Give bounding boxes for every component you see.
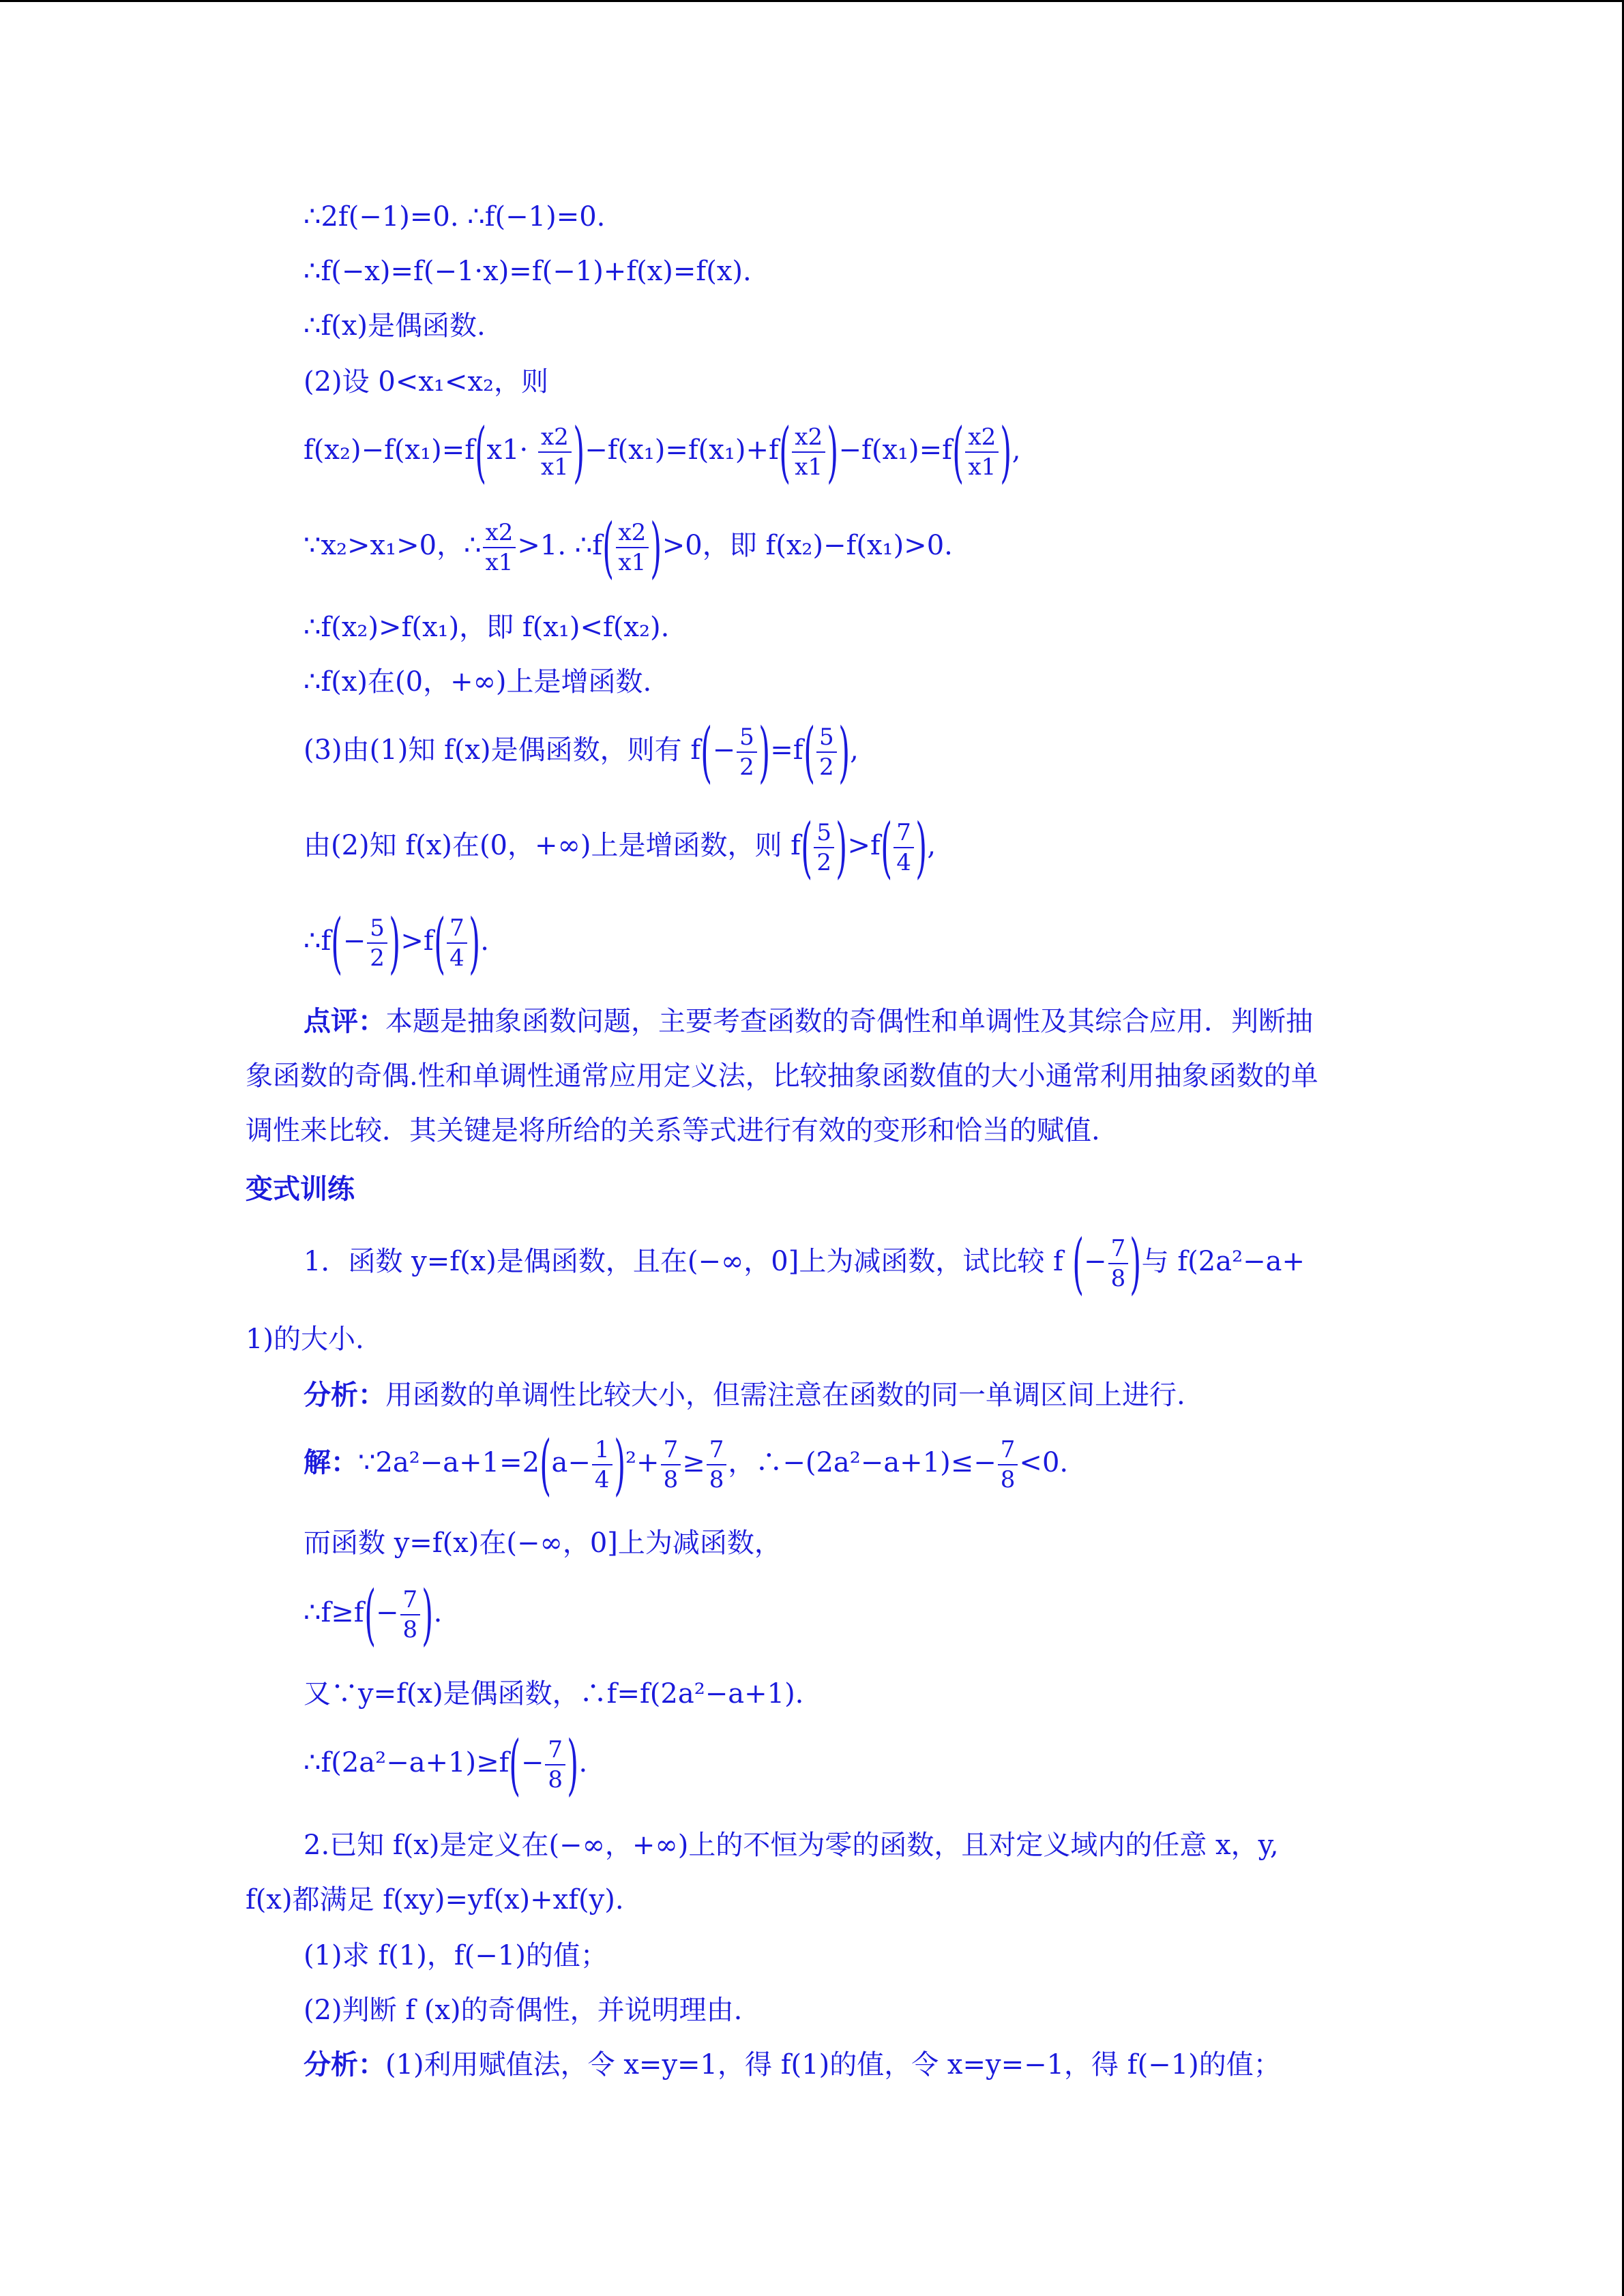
proof-line-4: (2)设 0<x₁<x₂，则 xyxy=(304,366,549,398)
denominator: 4 xyxy=(594,1466,610,1493)
fraction xyxy=(592,1438,612,1491)
paren-close: ) xyxy=(613,1427,625,1503)
numerator: x2 xyxy=(965,426,999,453)
minus-sign: − xyxy=(1084,1246,1107,1277)
fraction xyxy=(1108,1237,1129,1290)
numerator: x2 xyxy=(792,426,825,453)
ex1-line-1 xyxy=(304,1225,1305,1302)
fraction xyxy=(814,821,834,874)
solution-label: 解： xyxy=(304,1446,358,1478)
text-segment: 由(2)知 f(x)在(0，+∞)上是增函数，则 f xyxy=(304,830,801,861)
paren-close: ) xyxy=(915,809,928,886)
fraction xyxy=(661,1438,681,1491)
text-segment: . xyxy=(433,1597,443,1628)
text-segment: , xyxy=(927,830,936,861)
paren-open: ( xyxy=(803,714,815,790)
paren-open: ( xyxy=(602,509,615,586)
page-top-border xyxy=(0,0,1624,2)
proof-line-2: ∴f(−x)=f(−1·x)=f(−1)+f(x)=f(x). xyxy=(304,256,752,287)
fraction xyxy=(545,1738,565,1791)
denominator: 8 xyxy=(1110,1265,1126,1292)
fraction xyxy=(400,1588,421,1641)
denominator: x1 xyxy=(968,453,996,481)
minus-sign: − xyxy=(520,1747,544,1778)
text-segment: <0. xyxy=(1019,1447,1069,1478)
numerator: 7 xyxy=(447,916,467,944)
ex1-solution-4: 又∵y=f(x)是偶函数，∴f=f(2a²−a+1). xyxy=(304,1678,804,1710)
paren-open: ( xyxy=(540,1427,552,1503)
text-segment: a− xyxy=(551,1447,591,1478)
fraction xyxy=(792,423,825,481)
ex1-solution-5 xyxy=(304,1727,588,1803)
text-segment: . xyxy=(480,925,489,957)
ex1-solution-3 xyxy=(304,1577,443,1653)
paren-open: ( xyxy=(700,714,713,790)
text-segment: −f(x₁)=f xyxy=(838,434,952,466)
numerator: 1 xyxy=(592,1438,612,1465)
text-segment: −f(x₁)=f(x₁)+f xyxy=(585,434,779,466)
text-segment: ²+ xyxy=(625,1447,660,1478)
denominator: 8 xyxy=(663,1466,679,1493)
text-segment: , xyxy=(1012,434,1021,466)
comment-label: 点评： xyxy=(304,1005,385,1037)
proof-line-8: ∴f(x)在(0，+∞)上是增函数. xyxy=(304,666,652,698)
text-segment: ∵2a²−a+1=2 xyxy=(358,1447,540,1478)
ex2-question-2: (2)判断 f (x)的奇偶性，并说明理由. xyxy=(304,1995,743,2026)
denominator: x1 xyxy=(540,453,569,481)
fraction xyxy=(707,1438,727,1491)
numerator: x2 xyxy=(616,521,649,548)
numerator: 7 xyxy=(894,821,914,848)
paren-close: ) xyxy=(650,509,662,586)
numerator: x2 xyxy=(483,521,516,548)
fraction xyxy=(367,916,387,970)
numerator: 5 xyxy=(814,821,834,848)
fraction xyxy=(616,521,649,574)
ex1-analysis xyxy=(304,1379,1185,1411)
paren-close: ) xyxy=(422,1577,434,1653)
numerator: 7 xyxy=(1108,1237,1129,1264)
minus-sign: − xyxy=(712,734,736,766)
analysis-text: 用函数的单调性比较大小，但需注意在函数的同一单调区间上进行. xyxy=(385,1380,1185,1411)
denominator: 2 xyxy=(370,944,385,972)
ex2-analysis xyxy=(304,2048,1281,2081)
paren-open: ( xyxy=(1072,1225,1084,1302)
paren-open: ( xyxy=(475,414,487,490)
paren-close: ) xyxy=(836,809,848,886)
paren-open: ( xyxy=(331,905,343,981)
ex2-line-1: 2.已知 f(x)是定义在(−∞，+∞)上的不恒为零的函数，且对定义域内的任意 x，y, xyxy=(304,1830,1279,1861)
paren-close: ) xyxy=(573,414,585,490)
paren-open: ( xyxy=(801,809,813,886)
paren-close: ) xyxy=(1130,1225,1142,1302)
denominator: 2 xyxy=(818,754,834,781)
ex2-question-1: (1)求 f(1)，f(−1)的值； xyxy=(304,1940,608,1971)
fraction xyxy=(894,821,914,874)
text-segment: ∴f≥f xyxy=(304,1597,364,1628)
numerator: 5 xyxy=(816,726,837,753)
ex2-line-2: f(x)都满足 f(xy)=yf(x)+xf(y). xyxy=(246,1884,624,1915)
comment-line-3: 调性来比较．其关键是将所给的关系等式进行有效的变形和恰当的赋值. xyxy=(246,1115,1100,1146)
denominator: 8 xyxy=(709,1466,724,1493)
analysis-label: 分析： xyxy=(304,1379,385,1411)
fraction xyxy=(538,423,572,481)
text-segment: >0，即 f(x₂)−f(x₁)>0. xyxy=(662,530,953,561)
comment-text: 本题是抽象函数问题，主要考查函数的奇偶性和单调性及其综合应用．判断抽 xyxy=(385,1006,1313,1037)
numerator: 7 xyxy=(400,1588,421,1615)
paren-open: ( xyxy=(881,809,892,886)
text-segment: =f xyxy=(770,734,803,766)
paren-open: ( xyxy=(433,905,445,981)
fraction xyxy=(816,726,837,779)
text-segment: ∴f(2a²−a+1)≥f xyxy=(304,1747,510,1778)
numerator: 7 xyxy=(661,1438,681,1465)
text-segment: f(x₂)−f(x₁)=f xyxy=(304,434,475,466)
text-segment: , xyxy=(850,734,859,766)
paren-close: ) xyxy=(567,1727,579,1803)
paren-open: ( xyxy=(509,1727,521,1803)
proof-line-11 xyxy=(304,905,489,981)
paren-open: ( xyxy=(364,1577,376,1653)
fraction xyxy=(483,521,516,574)
section-title: 变式训练 xyxy=(246,1173,355,1205)
comment-line-1 xyxy=(304,1005,1313,1037)
paren-close: ) xyxy=(827,414,839,490)
denominator: x1 xyxy=(485,549,514,576)
paren-close: ) xyxy=(389,905,401,981)
minus-sign: − xyxy=(376,1597,399,1628)
paren-open: ( xyxy=(779,414,791,490)
text-segment: ≥ xyxy=(682,1447,705,1478)
numerator: x2 xyxy=(538,426,572,453)
proof-line-5 xyxy=(304,414,1021,490)
denominator: 4 xyxy=(896,849,911,876)
text-segment: >f xyxy=(400,925,434,957)
text-segment: x1· xyxy=(486,434,529,466)
paren-close: ) xyxy=(838,714,850,790)
ex1-line-2: 1)的大小. xyxy=(246,1324,364,1355)
proof-line-6 xyxy=(304,509,953,586)
text-segment: >1. ∴f xyxy=(517,530,603,561)
denominator: 8 xyxy=(548,1766,563,1793)
numerator: 5 xyxy=(367,916,387,944)
paren-close: ) xyxy=(758,714,770,790)
numerator: 7 xyxy=(545,1738,565,1765)
text-segment: 与 f(2a²−a+ xyxy=(1141,1246,1305,1277)
denominator: x1 xyxy=(618,549,647,576)
comment-line-2: 象函数的奇偶.性和单调性通常应用定义法，比较抽象函数值的大小通常利用抽象函数的单 xyxy=(246,1060,1318,1092)
text-segment: (3)由(1)知 f(x)是偶函数，则有 f xyxy=(304,734,701,766)
analysis-label: 分析： xyxy=(304,2048,385,2081)
text-segment: 1．函数 y=f(x)是偶函数，且在(−∞，0]上为减函数，试比较 f xyxy=(304,1246,1063,1277)
denominator: x1 xyxy=(795,453,823,481)
fraction xyxy=(447,916,467,970)
proof-line-1: ∴2f(−1)=0. ∴f(−1)=0. xyxy=(304,201,606,233)
paren-close: ) xyxy=(469,905,480,981)
fraction xyxy=(998,1438,1018,1491)
fraction xyxy=(965,423,999,481)
ex1-solution-1 xyxy=(304,1427,1069,1503)
minus-sign: − xyxy=(342,925,366,957)
text-segment: ，∴−(2a²−a+1)≤− xyxy=(728,1447,996,1478)
numerator: 7 xyxy=(707,1438,727,1465)
paren-open: ( xyxy=(952,414,964,490)
denominator: 8 xyxy=(1000,1466,1016,1493)
text-segment: ∵x₂>x₁>0，∴ xyxy=(304,530,482,561)
denominator: 8 xyxy=(402,1616,418,1643)
proof-line-3: ∴f(x)是偶函数. xyxy=(304,310,486,342)
denominator: 2 xyxy=(739,754,754,781)
proof-line-7: ∴f(x₂)>f(x₁)，即 f(x₁)<f(x₂). xyxy=(304,612,670,643)
denominator: 2 xyxy=(816,849,832,876)
paren-close: ) xyxy=(1000,414,1012,490)
numerator: 7 xyxy=(998,1438,1018,1465)
proof-line-9 xyxy=(304,714,859,790)
proof-line-10 xyxy=(304,809,936,886)
text-segment: ∴f xyxy=(304,925,331,957)
ex1-solution-2: 而函数 y=f(x)在(−∞，0]上为减函数， xyxy=(304,1527,782,1559)
fraction xyxy=(737,726,757,779)
analysis-text: (1)利用赋值法，令 x=y=1，得 f(1)的值，令 x=y=−1，得 f(−1)的值； xyxy=(385,2049,1281,2081)
text-segment: . xyxy=(578,1747,588,1778)
text-segment: >f xyxy=(847,830,881,861)
denominator: 4 xyxy=(449,944,464,972)
numerator: 5 xyxy=(737,726,757,753)
